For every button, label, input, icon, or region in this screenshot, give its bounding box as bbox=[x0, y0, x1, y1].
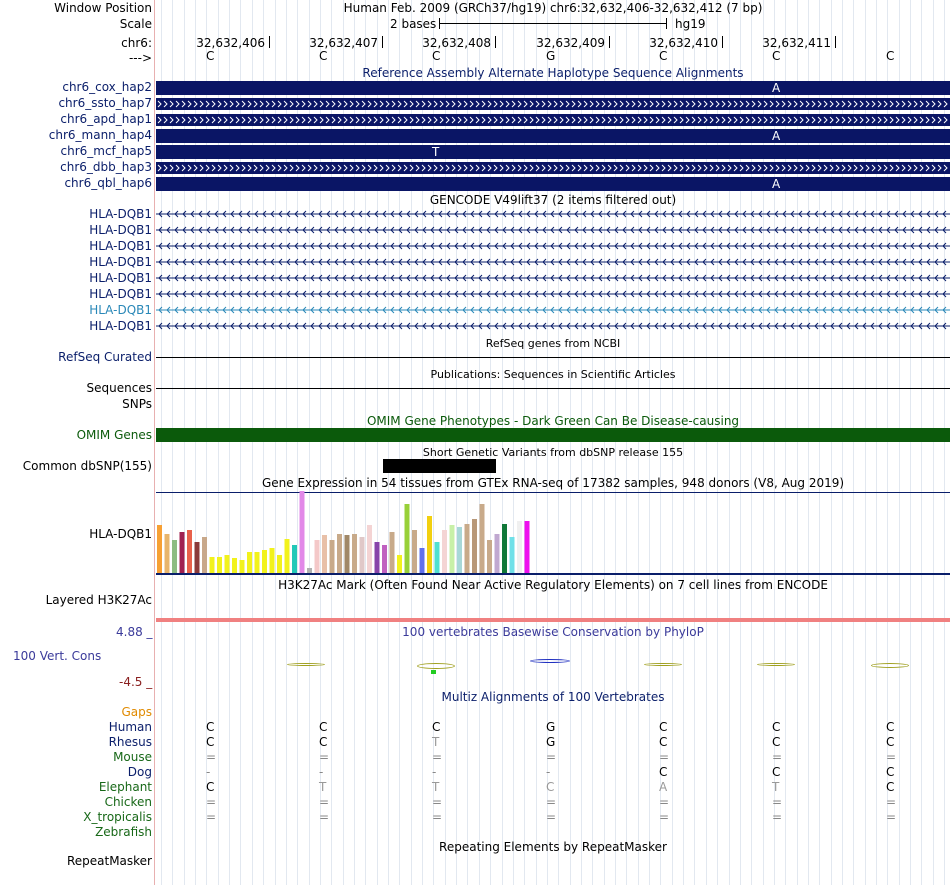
gtex-tissue-bar[interactable] bbox=[225, 555, 230, 573]
gtex-tissue-bar[interactable] bbox=[360, 537, 365, 573]
omim-title[interactable]: OMIM Gene Phenotypes - Dark Green Can Be Disease-causing bbox=[366, 414, 740, 428]
multiz-species-label[interactable]: X_tropicalis bbox=[83, 810, 152, 824]
gtex-tissue-bar[interactable] bbox=[405, 504, 410, 573]
multiz-base: = bbox=[886, 795, 897, 809]
gtex-tissue-bar[interactable] bbox=[412, 530, 417, 573]
alt-haplotype-label[interactable]: chr6_mann_hap4 bbox=[48, 128, 152, 142]
gtex-tissue-bar[interactable] bbox=[300, 491, 305, 573]
omim-bar[interactable] bbox=[156, 428, 950, 442]
gtex-tissue-bar[interactable] bbox=[187, 530, 192, 573]
gtex-tissue-bar[interactable] bbox=[180, 532, 185, 573]
reference-base: C bbox=[886, 49, 895, 63]
multiz-base: C bbox=[206, 780, 215, 794]
position-tick-label: 32,632,407 bbox=[309, 36, 378, 50]
dbsnp-variant[interactable] bbox=[383, 459, 496, 473]
multiz-base: A bbox=[659, 780, 668, 794]
scale-bar-right-tick bbox=[666, 18, 667, 29]
refseq-label[interactable]: RefSeq Curated bbox=[58, 350, 152, 364]
multiz-base: = bbox=[659, 795, 670, 809]
multiz-base: C bbox=[319, 720, 328, 734]
scale-label: Scale bbox=[119, 17, 152, 31]
gtex-tissue-bar[interactable] bbox=[172, 540, 177, 573]
window-position-label: Window Position bbox=[54, 1, 152, 15]
multiz-species-label[interactable]: Rhesus bbox=[108, 735, 152, 749]
scale-assembly: hg19 bbox=[675, 17, 706, 31]
multiz-base: C bbox=[546, 780, 555, 794]
alt-haplotype-label[interactable]: chr6_ssto_hap7 bbox=[58, 96, 152, 110]
position-tick bbox=[269, 36, 270, 48]
multiz-base: = bbox=[772, 750, 783, 764]
gtex-tissue-bar[interactable] bbox=[277, 555, 282, 573]
gtex-tissue-bar[interactable] bbox=[337, 534, 342, 573]
gtex-tissue-bar[interactable] bbox=[195, 542, 200, 573]
alt-haplotype-label[interactable]: chr6_dbb_hap3 bbox=[60, 160, 152, 174]
position-tick bbox=[609, 36, 610, 48]
gencode-gene-label[interactable]: HLA-DQB1 bbox=[89, 303, 152, 317]
conservation-highlight bbox=[431, 670, 436, 674]
multiz-base: C bbox=[659, 735, 668, 749]
position-tick-label: 32,632,411 bbox=[762, 36, 831, 50]
conservation-mark[interactable] bbox=[757, 663, 795, 666]
alt-haplotype-label[interactable]: chr6_mcf_hap5 bbox=[60, 144, 152, 158]
conservation-mark[interactable] bbox=[287, 663, 325, 666]
alt-haplotype-variant: T bbox=[432, 145, 440, 159]
position-tick bbox=[835, 36, 836, 48]
multiz-base: = bbox=[206, 750, 217, 764]
gencode-gene-label[interactable]: HLA-DQB1 bbox=[89, 223, 152, 237]
multiz-base: - bbox=[432, 765, 437, 779]
multiz-base: = bbox=[886, 750, 897, 764]
gtex-tissue-bar[interactable] bbox=[427, 516, 432, 573]
multiz-base: C bbox=[886, 765, 895, 779]
multiz-species-label[interactable]: Zebrafish bbox=[95, 825, 152, 839]
multiz-species-label[interactable]: Human bbox=[108, 720, 152, 734]
multiz-base: = bbox=[319, 750, 330, 764]
gtex-tissue-bar[interactable] bbox=[495, 534, 500, 573]
alt-haplotype-bar[interactable] bbox=[156, 145, 950, 159]
multiz-base: = bbox=[432, 795, 443, 809]
refseq-title[interactable]: RefSeq genes from NCBI bbox=[485, 337, 621, 350]
gtex-tissue-bar[interactable] bbox=[232, 558, 237, 573]
multiz-base: C bbox=[659, 765, 668, 779]
gtex-tissue-bar[interactable] bbox=[420, 548, 425, 573]
alt-haplotype-label[interactable]: chr6_apd_hap1 bbox=[60, 112, 152, 126]
position-tick bbox=[722, 36, 723, 48]
chrom-label: chr6: bbox=[121, 36, 152, 50]
repeatmasker-title[interactable]: Repeating Elements by RepeatMasker bbox=[439, 840, 667, 854]
gtex-tissue-bar[interactable] bbox=[375, 542, 380, 573]
alt-haplotype-chevron-bar[interactable] bbox=[156, 114, 950, 126]
multiz-base: = bbox=[659, 750, 670, 764]
scale-bar-left-tick bbox=[439, 18, 440, 29]
gencode-transcript-line[interactable] bbox=[156, 273, 950, 283]
publications-label-sequences[interactable]: Sequences bbox=[86, 381, 152, 395]
multiz-base: C bbox=[319, 735, 328, 749]
gtex-tissue-bar[interactable] bbox=[240, 560, 245, 573]
reference-base: C bbox=[319, 49, 328, 63]
multiz-base: C bbox=[886, 735, 895, 749]
gtex-tissue-bar[interactable] bbox=[262, 550, 267, 573]
multiz-base: G bbox=[546, 735, 556, 749]
dbsnp-label[interactable]: Common dbSNP(155) bbox=[22, 459, 152, 473]
gtex-tissue-bar[interactable] bbox=[255, 552, 260, 573]
conservation-title[interactable]: 100 vertebrates Basewise Conservation by PhyloP bbox=[402, 625, 704, 639]
gtex-tissue-bar[interactable] bbox=[157, 525, 162, 573]
alt-haplotype-chevron-bar[interactable] bbox=[156, 98, 950, 110]
gtex-tissue-bar[interactable] bbox=[345, 535, 350, 573]
multiz-base: C bbox=[432, 720, 441, 734]
publications-line bbox=[156, 388, 950, 389]
multiz-base: = bbox=[886, 810, 897, 824]
multiz-base: = bbox=[659, 810, 670, 824]
alt-haplotype-bar[interactable] bbox=[156, 129, 950, 143]
gtex-tissue-bar[interactable] bbox=[510, 537, 515, 573]
reference-base: C bbox=[206, 49, 215, 63]
multiz-base: = bbox=[432, 810, 443, 824]
multiz-base: C bbox=[659, 720, 668, 734]
multiz-base: = bbox=[206, 810, 217, 824]
gtex-tissue-bar[interactable] bbox=[202, 537, 207, 573]
window-position-value: Human Feb. 2009 (GRCh37/hg19) chr6:32,632,406-32,632,412 (7 bp) bbox=[343, 1, 763, 15]
h3k27ac-signal bbox=[156, 618, 950, 622]
alt-haplotype-variant: A bbox=[772, 177, 781, 191]
gtex-tissue-bar[interactable] bbox=[330, 540, 335, 573]
publications-label-snps[interactable]: SNPs bbox=[122, 397, 152, 411]
multiz-base: C bbox=[206, 735, 215, 749]
gtex-tissue-bar[interactable] bbox=[397, 555, 402, 573]
multiz-base: - bbox=[206, 765, 211, 779]
multiz-base: C bbox=[886, 780, 895, 794]
gencode-gene-label[interactable]: HLA-DQB1 bbox=[89, 319, 152, 333]
reference-base: C bbox=[432, 49, 441, 63]
gencode-transcript-line[interactable] bbox=[156, 241, 950, 251]
alt-haplotype-chevron-bar[interactable] bbox=[156, 162, 950, 174]
position-tick-label: 32,632,408 bbox=[422, 36, 491, 50]
scale-bar bbox=[439, 23, 667, 24]
gencode-gene-label[interactable]: HLA-DQB1 bbox=[89, 255, 152, 269]
alt-haplotypes-title[interactable]: Reference Assembly Alternate Haplotype Sequence Alignments bbox=[362, 66, 744, 80]
multiz-base: T bbox=[432, 735, 440, 749]
conservation-mark[interactable] bbox=[530, 659, 570, 663]
multiz-base: = bbox=[772, 810, 783, 824]
gtex-tissue-bar[interactable] bbox=[285, 539, 290, 573]
conservation-label[interactable]: 100 Vert. Cons bbox=[13, 649, 102, 663]
reference-base: C bbox=[659, 49, 668, 63]
multiz-base: T bbox=[772, 780, 780, 794]
multiz-base: = bbox=[319, 795, 330, 809]
gtex-tissue-bar[interactable] bbox=[307, 568, 312, 573]
gtex-tissue-bar[interactable] bbox=[247, 552, 252, 573]
gtex-tissue-bar[interactable] bbox=[315, 540, 320, 573]
gtex-tissue-bar[interactable] bbox=[382, 545, 387, 573]
gtex-tissue-bar[interactable] bbox=[487, 540, 492, 573]
conservation-min: -4.5 _ bbox=[119, 675, 153, 689]
multiz-species-label[interactable]: Elephant bbox=[98, 780, 152, 794]
gencode-gene-label[interactable]: HLA-DQB1 bbox=[89, 207, 152, 221]
scale-value: 2 bases bbox=[390, 17, 437, 31]
multiz-base: C bbox=[886, 720, 895, 734]
publications-title[interactable]: Publications: Sequences in Scientific Articles bbox=[430, 368, 676, 381]
multiz-title[interactable]: Multiz Alignments of 100 Vertebrates bbox=[441, 690, 665, 704]
gtex-tissue-bar[interactable] bbox=[217, 557, 222, 573]
conservation-max: 4.88 _ bbox=[116, 625, 153, 639]
gtex-tissue-bar[interactable] bbox=[450, 525, 455, 573]
h3k27ac-label[interactable]: Layered H3K27Ac bbox=[45, 593, 152, 607]
alt-haplotype-variant: A bbox=[772, 129, 781, 143]
gtex-tissue-bar[interactable] bbox=[292, 545, 297, 573]
gencode-transcript-line[interactable] bbox=[156, 289, 950, 299]
gtex-tissue-bar[interactable] bbox=[517, 521, 522, 573]
strand-label: ---> bbox=[128, 51, 152, 65]
multiz-base: = bbox=[319, 810, 330, 824]
gtex-tissue-bar[interactable] bbox=[435, 542, 440, 573]
alt-haplotype-bar[interactable] bbox=[156, 177, 950, 191]
gencode-transcript-line[interactable] bbox=[156, 257, 950, 267]
gtex-tissue-bar[interactable] bbox=[390, 532, 395, 573]
gtex-label[interactable]: HLA-DQB1 bbox=[89, 527, 152, 541]
gtex-tissue-bar[interactable] bbox=[270, 548, 275, 573]
gencode-transcript-line[interactable] bbox=[156, 321, 950, 331]
conservation-mark[interactable] bbox=[644, 663, 682, 666]
h3k27ac-title[interactable]: H3K27Ac Mark (Often Found Near Active Regulatory Elements) on 7 cell lines from ENCODE bbox=[278, 578, 828, 592]
multiz-base: = bbox=[772, 795, 783, 809]
label-divider bbox=[154, 0, 155, 885]
multiz-base: = bbox=[432, 750, 443, 764]
position-tick bbox=[382, 36, 383, 48]
position-tick bbox=[495, 36, 496, 48]
alt-haplotype-label[interactable]: chr6_cox_hap2 bbox=[62, 80, 152, 94]
multiz-base: T bbox=[432, 780, 440, 794]
multiz-base: = bbox=[546, 795, 557, 809]
gtex-tissue-bar[interactable] bbox=[457, 527, 462, 573]
gtex-tissue-bar[interactable] bbox=[472, 519, 477, 573]
gencode-transcript-line[interactable] bbox=[156, 225, 950, 235]
multiz-gaps-label[interactable]: Gaps bbox=[121, 705, 152, 719]
conservation-mark[interactable] bbox=[871, 663, 909, 668]
gencode-gene-label[interactable]: HLA-DQB1 bbox=[89, 239, 152, 253]
multiz-species-label[interactable]: Dog bbox=[127, 765, 152, 779]
dbsnp-title[interactable]: Short Genetic Variants from dbSNP release 155 bbox=[422, 446, 684, 459]
multiz-base: G bbox=[546, 720, 556, 734]
gtex-tissue-bar[interactable] bbox=[525, 521, 530, 573]
gencode-gene-label[interactable]: HLA-DQB1 bbox=[89, 287, 152, 301]
gencode-gene-label[interactable]: HLA-DQB1 bbox=[89, 271, 152, 285]
gencode-title[interactable]: GENCODE V49lift37 (2 items filtered out) bbox=[429, 193, 677, 207]
multiz-base: C bbox=[206, 720, 215, 734]
multiz-base: T bbox=[319, 780, 327, 794]
gtex-tissue-bar[interactable] bbox=[465, 524, 470, 573]
alt-haplotype-label[interactable]: chr6_qbl_hap6 bbox=[64, 176, 152, 190]
gtex-tissue-bar[interactable] bbox=[442, 530, 447, 573]
omim-label[interactable]: OMIM Genes bbox=[76, 428, 152, 442]
multiz-base: - bbox=[546, 765, 551, 779]
gtex-tissue-bar[interactable] bbox=[367, 525, 372, 573]
multiz-base: - bbox=[319, 765, 324, 779]
multiz-base: C bbox=[772, 765, 781, 779]
multiz-species-label[interactable]: Mouse bbox=[113, 750, 152, 764]
position-tick-label: 32,632,410 bbox=[649, 36, 718, 50]
multiz-base: C bbox=[772, 735, 781, 749]
reference-base: C bbox=[772, 49, 781, 63]
multiz-base: = bbox=[206, 795, 217, 809]
gtex-tissue-bar[interactable] bbox=[210, 557, 215, 573]
alt-haplotype-bar[interactable] bbox=[156, 81, 950, 95]
gtex-tissue-bar[interactable] bbox=[165, 534, 170, 573]
refseq-line bbox=[156, 357, 950, 358]
gtex-bar-chart[interactable] bbox=[156, 490, 556, 574]
gtex-tissue-bar[interactable] bbox=[480, 504, 485, 573]
multiz-base: C bbox=[772, 720, 781, 734]
gencode-transcript-line[interactable] bbox=[156, 209, 950, 219]
position-tick-label: 32,632,406 bbox=[196, 36, 265, 50]
gtex-title[interactable]: Gene Expression in 54 tissues from GTEx RNA-seq of 17382 samples, 948 donors (V8, Aug 2019) bbox=[261, 476, 845, 490]
repeatmasker-label[interactable]: RepeatMasker bbox=[66, 854, 152, 868]
gtex-tissue-bar[interactable] bbox=[502, 524, 507, 573]
multiz-base: = bbox=[546, 810, 557, 824]
multiz-species-label[interactable]: Chicken bbox=[104, 795, 152, 809]
gencode-transcript-line[interactable] bbox=[156, 305, 950, 315]
gtex-tissue-bar[interactable] bbox=[352, 534, 357, 573]
alt-haplotype-variant: A bbox=[772, 81, 781, 95]
multiz-base: = bbox=[546, 750, 557, 764]
reference-base: G bbox=[546, 49, 556, 63]
position-tick-label: 32,632,409 bbox=[536, 36, 605, 50]
gtex-tissue-bar[interactable] bbox=[322, 535, 327, 573]
conservation-mark[interactable] bbox=[417, 663, 455, 669]
